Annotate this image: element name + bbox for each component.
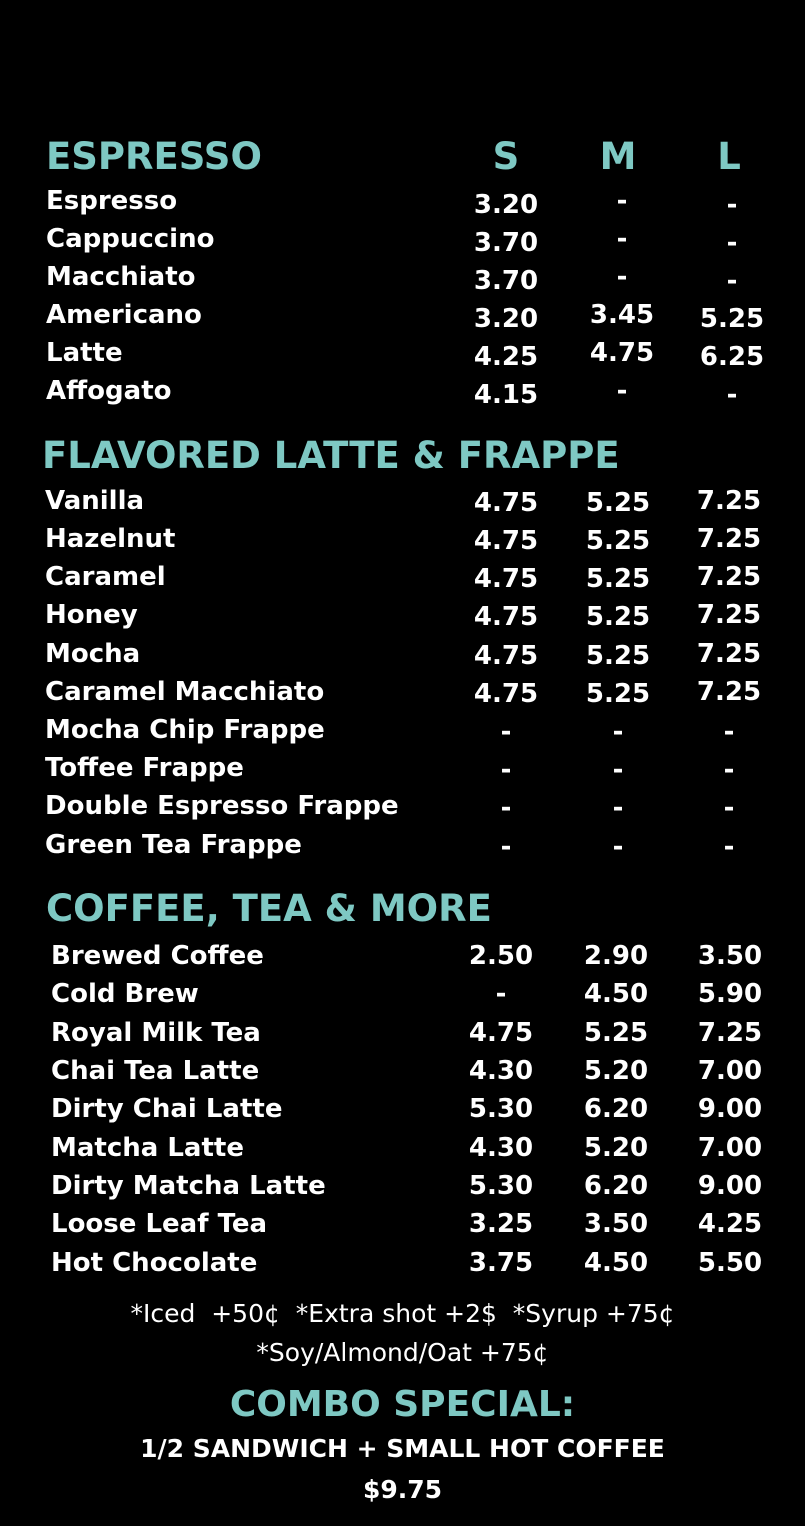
item-name: Affogato xyxy=(46,376,172,406)
item-name: Mocha xyxy=(45,639,141,669)
price-large: 5.90 xyxy=(697,979,763,1009)
item-name: Royal Milk Tea xyxy=(51,1018,261,1048)
item-name: Brewed Coffee xyxy=(51,941,264,971)
combo-special-price: $9.75 xyxy=(362,1475,443,1504)
price-large: 9.00 xyxy=(697,1094,763,1124)
item-name: Caramel xyxy=(45,562,166,592)
price-medium: 4.50 xyxy=(583,979,649,1009)
menu-row xyxy=(0,186,805,224)
price-medium: 5.25 xyxy=(583,1018,649,1048)
combo-special-title: COMBO SPECIAL: xyxy=(229,1384,576,1425)
menu-row xyxy=(0,1209,805,1247)
item-name: Hazelnut xyxy=(45,524,176,554)
price-large: - xyxy=(723,717,735,747)
combo-price-clip xyxy=(0,1470,805,1504)
price-small: 4.30 xyxy=(468,1056,534,1086)
menu-row xyxy=(0,1094,805,1132)
price-large: - xyxy=(723,793,735,823)
menu-row xyxy=(0,1133,805,1171)
price-small: 5.30 xyxy=(468,1171,534,1201)
menu-row xyxy=(0,1018,805,1056)
menu-row xyxy=(0,677,805,715)
menu-row xyxy=(0,338,805,376)
price-small: 3.20 xyxy=(473,190,539,220)
price-large: 4.25 xyxy=(697,1209,763,1239)
price-medium: 3.50 xyxy=(583,1209,649,1239)
menu-row xyxy=(0,639,805,677)
price-small: 3.70 xyxy=(473,228,539,258)
menu-row xyxy=(0,600,805,638)
price-small: 4.75 xyxy=(473,564,539,594)
add-on-notes-line-1: *Iced +50¢ *Extra shot +2$ *Syrup +75¢ xyxy=(130,1299,675,1328)
price-medium: - xyxy=(612,793,624,823)
menu-row xyxy=(0,1248,805,1286)
add-on-notes-line-2: *Soy/Almond/Oat +75¢ xyxy=(256,1338,549,1367)
price-large: 7.00 xyxy=(697,1133,763,1163)
price-small: 3.25 xyxy=(468,1209,534,1239)
price-small: - xyxy=(495,979,507,1009)
price-medium: - xyxy=(616,224,628,254)
price-small: - xyxy=(500,755,512,785)
price-small: 3.70 xyxy=(473,266,539,296)
menu-row xyxy=(0,753,805,791)
price-small: 4.25 xyxy=(473,342,539,372)
item-name: Mocha Chip Frappe xyxy=(45,715,325,745)
item-name: Green Tea Frappe xyxy=(45,830,302,860)
price-small: 5.30 xyxy=(468,1094,534,1124)
menu-row xyxy=(0,486,805,524)
price-large: 3.50 xyxy=(697,941,763,971)
size-header-l: L xyxy=(717,135,741,178)
item-name: Loose Leaf Tea xyxy=(51,1209,268,1239)
price-medium: 4.75 xyxy=(589,338,655,368)
price-medium: - xyxy=(612,755,624,785)
price-small: 4.75 xyxy=(473,488,539,518)
price-small: 3.75 xyxy=(468,1248,534,1278)
menu-row xyxy=(0,791,805,829)
item-name: Toffee Frappe xyxy=(45,753,244,783)
price-large: 7.25 xyxy=(696,639,762,669)
price-large: 6.25 xyxy=(699,342,765,372)
menu-row xyxy=(0,300,805,338)
price-large: 7.25 xyxy=(696,600,762,630)
item-name: Latte xyxy=(46,338,123,368)
price-medium: 6.20 xyxy=(583,1094,649,1124)
menu-row xyxy=(0,979,805,1017)
price-small: 4.75 xyxy=(473,526,539,556)
price-medium: - xyxy=(616,186,628,216)
price-large: - xyxy=(726,228,738,258)
size-header-s: S xyxy=(492,135,520,178)
price-medium: 4.50 xyxy=(583,1248,649,1278)
price-small: 4.30 xyxy=(468,1133,534,1163)
price-large: - xyxy=(726,266,738,296)
price-medium: 5.25 xyxy=(585,564,651,594)
item-name: Hot Chocolate xyxy=(51,1248,258,1278)
price-large: 7.25 xyxy=(696,524,762,554)
menu-row xyxy=(0,1171,805,1209)
coffee-tea-section-title: COFFEE, TEA & MORE xyxy=(46,887,492,930)
item-name: Dirty Chai Latte xyxy=(51,1094,283,1124)
price-small: - xyxy=(500,832,512,862)
price-medium: 5.25 xyxy=(585,641,651,671)
price-medium: 5.25 xyxy=(585,679,651,709)
item-name: Matcha Latte xyxy=(51,1133,244,1163)
menu-row xyxy=(0,941,805,979)
price-medium: - xyxy=(616,262,628,292)
price-large: 5.25 xyxy=(699,304,765,334)
price-large: 9.00 xyxy=(697,1171,763,1201)
menu-row xyxy=(0,1056,805,1094)
item-name: Double Espresso Frappe xyxy=(45,791,399,821)
price-small: 4.75 xyxy=(473,602,539,632)
price-large: 7.00 xyxy=(697,1056,763,1086)
price-large: 5.50 xyxy=(697,1248,763,1278)
menu-row xyxy=(0,262,805,300)
size-header-m: M xyxy=(599,135,637,178)
price-large: - xyxy=(726,380,738,410)
menu-row xyxy=(0,224,805,262)
price-medium: 2.90 xyxy=(583,941,649,971)
item-name: Vanilla xyxy=(45,486,145,516)
item-name: Americano xyxy=(46,300,202,330)
menu-row xyxy=(0,524,805,562)
price-medium: - xyxy=(616,376,628,406)
price-large: 7.25 xyxy=(696,486,762,516)
flavored-section-title: FLAVORED LATTE & FRAPPE xyxy=(42,434,620,477)
price-large: - xyxy=(723,755,735,785)
price-medium: - xyxy=(612,717,624,747)
menu-row xyxy=(0,715,805,753)
price-small: 3.20 xyxy=(473,304,539,334)
price-large: 7.25 xyxy=(697,1018,763,1048)
price-medium: 5.25 xyxy=(585,602,651,632)
item-name: Cold Brew xyxy=(51,979,199,1009)
menu-row xyxy=(0,830,805,868)
price-medium: 3.45 xyxy=(589,300,655,330)
item-name: Macchiato xyxy=(46,262,196,292)
price-small: 2.50 xyxy=(468,941,534,971)
price-large: - xyxy=(726,190,738,220)
item-name: Chai Tea Latte xyxy=(51,1056,260,1086)
price-small: - xyxy=(500,793,512,823)
price-small: 4.75 xyxy=(473,679,539,709)
menu-row xyxy=(0,376,805,414)
price-small: 4.75 xyxy=(473,641,539,671)
price-medium: 5.20 xyxy=(583,1133,649,1163)
price-large: 7.25 xyxy=(696,562,762,592)
item-name: Dirty Matcha Latte xyxy=(51,1171,326,1201)
item-name: Cappuccino xyxy=(46,224,215,254)
menu-row xyxy=(0,562,805,600)
price-medium: 5.25 xyxy=(585,526,651,556)
item-name: Caramel Macchiato xyxy=(45,677,325,707)
price-small: 4.15 xyxy=(473,380,539,410)
price-medium: 6.20 xyxy=(583,1171,649,1201)
price-large: - xyxy=(723,832,735,862)
price-medium: 5.25 xyxy=(585,488,651,518)
item-name: Espresso xyxy=(46,186,178,216)
item-name: Honey xyxy=(45,600,138,630)
price-large: 7.25 xyxy=(696,677,762,707)
price-small: - xyxy=(500,717,512,747)
price-small: 4.75 xyxy=(468,1018,534,1048)
price-medium: 5.20 xyxy=(583,1056,649,1086)
espresso-section-title: ESPRESSO xyxy=(46,135,262,178)
price-medium: - xyxy=(612,832,624,862)
combo-special-description: 1/2 SANDWICH + SMALL HOT COFFEE xyxy=(140,1434,665,1463)
